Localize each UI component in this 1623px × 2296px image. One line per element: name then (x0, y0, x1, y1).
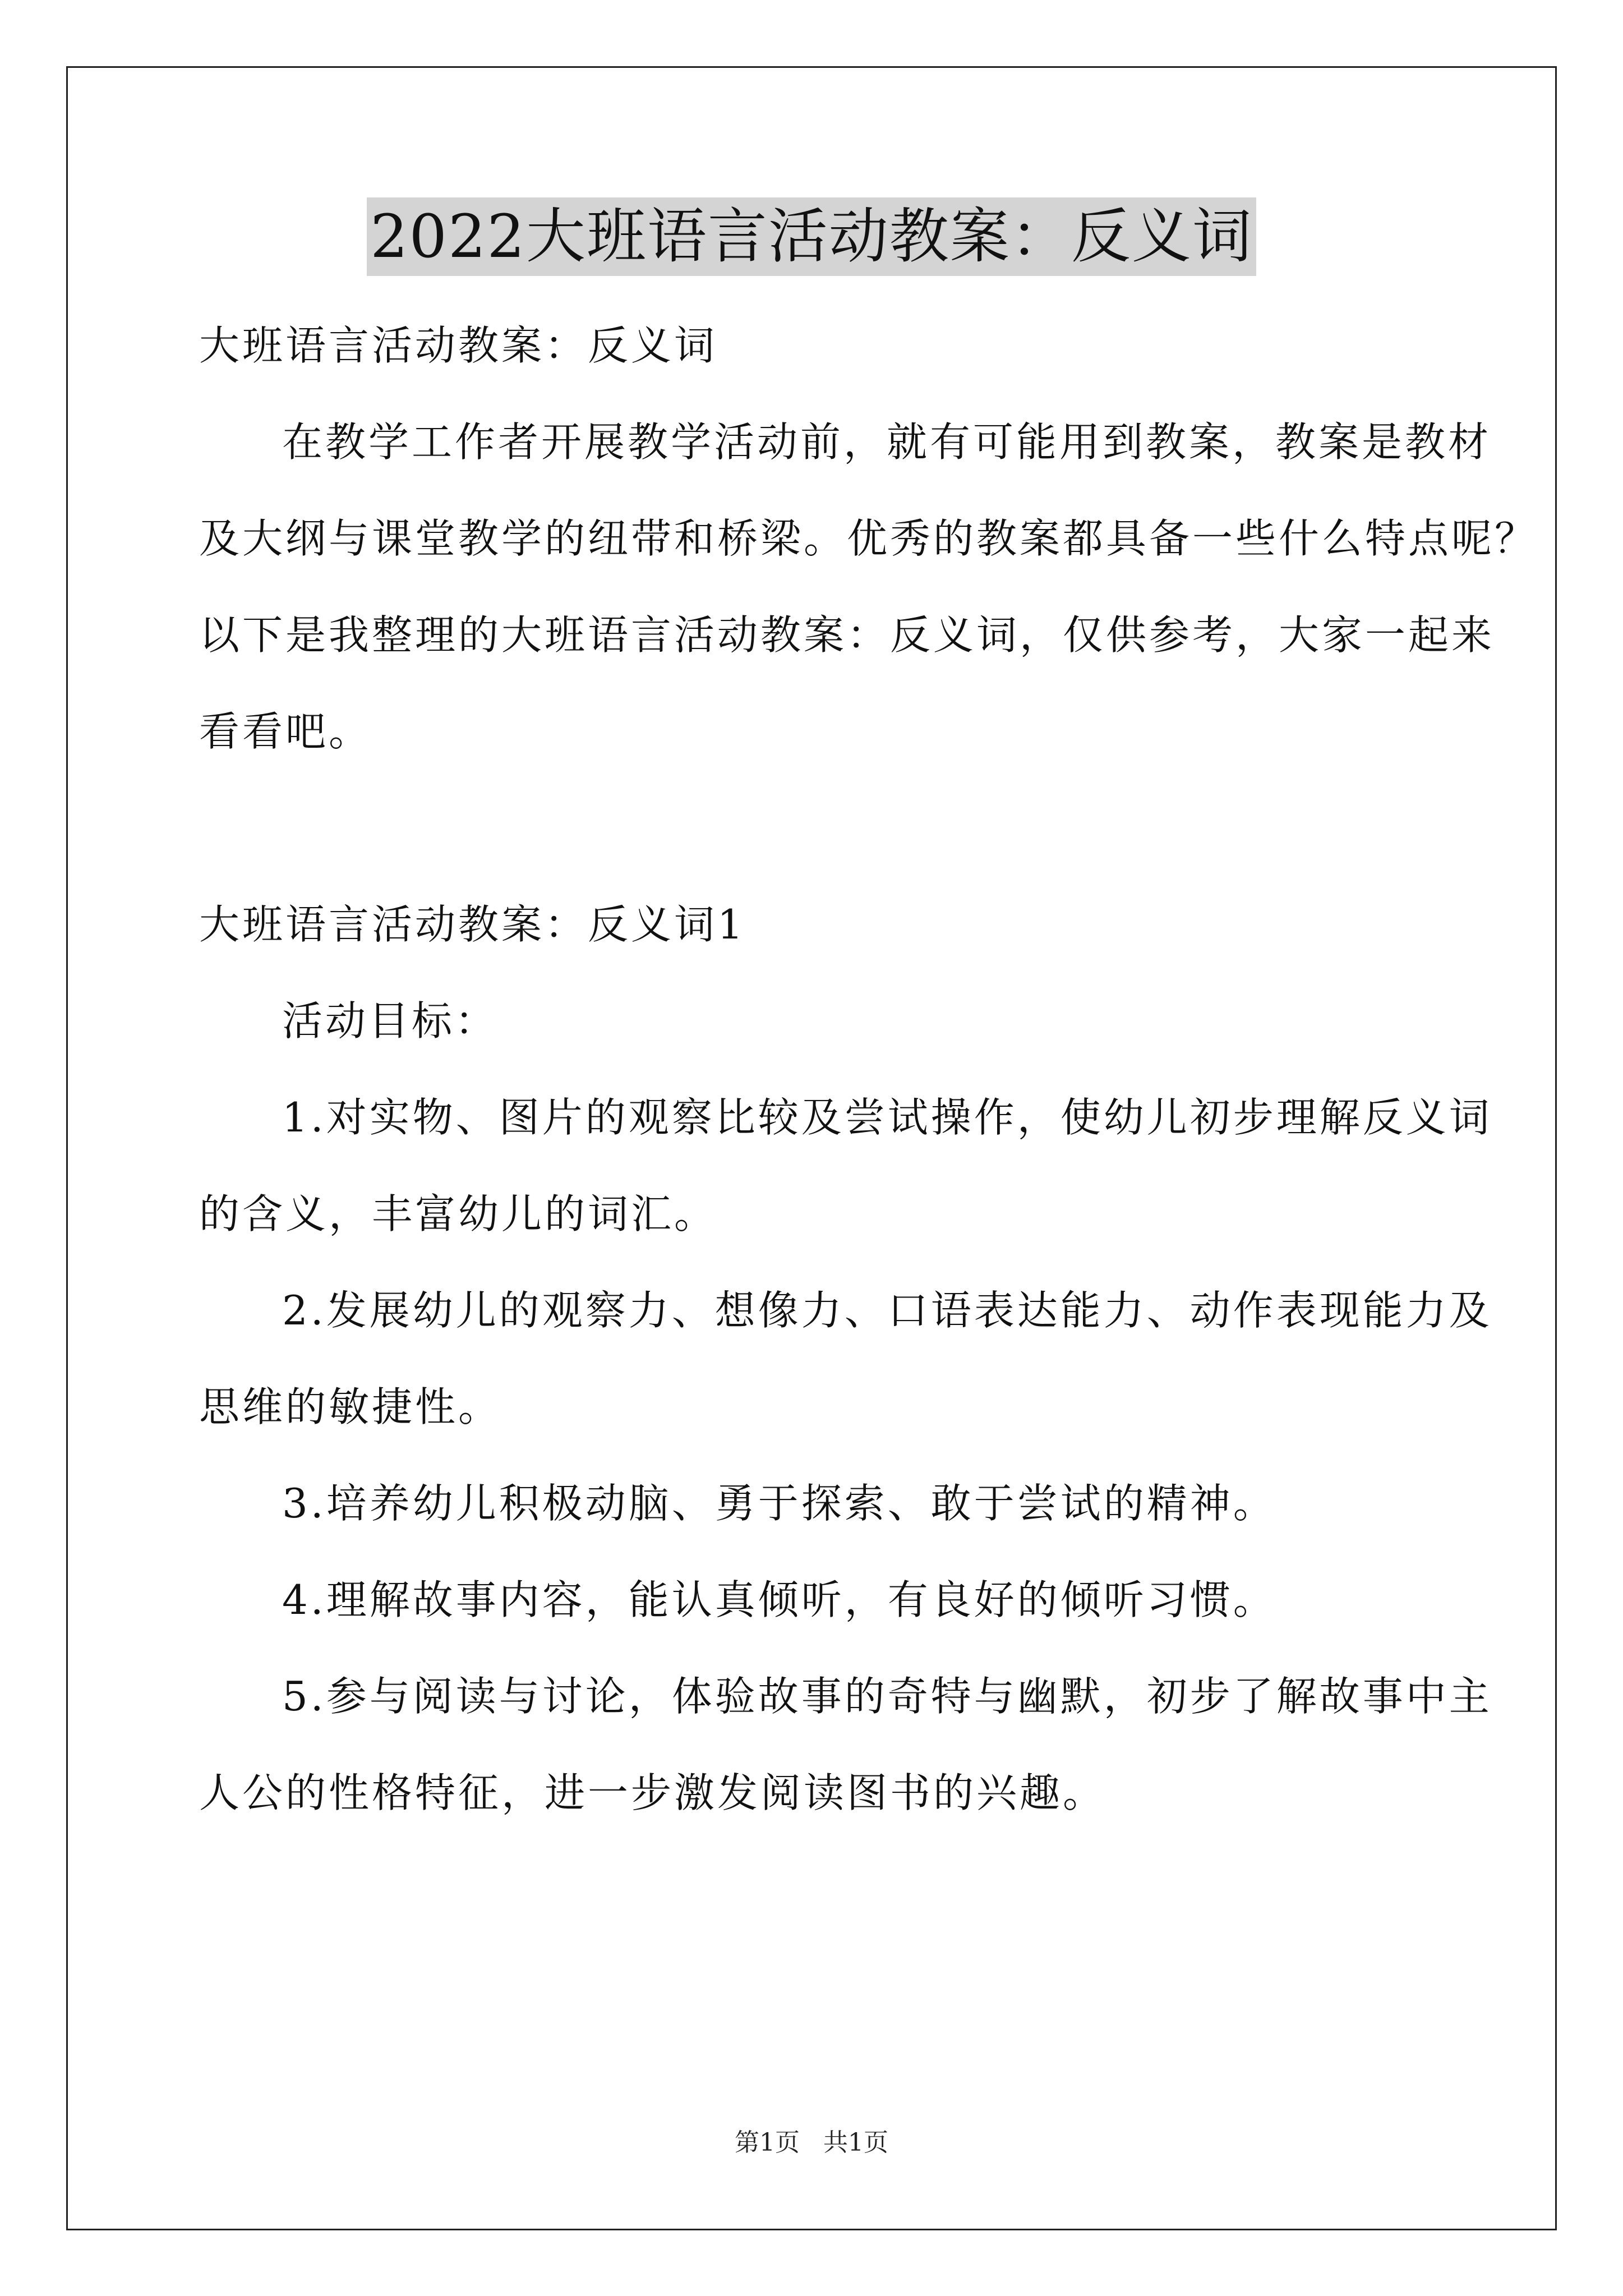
paragraph-gap (199, 780, 1441, 876)
title-container (0, 197, 1623, 276)
page-footer: 第1页 共1页 (735, 2128, 888, 2157)
document-title: 2022大班语言活动教案：反义词 (367, 197, 1256, 276)
section-heading: 大班语言活动教案：反义词1 (199, 901, 746, 948)
goal-line: 3.培养幼儿积极动脑、勇于探索、敢于尝试的精神。 (282, 1480, 1276, 1527)
goal-line: 人公的性格特征，进一步激发阅读图书的兴趣。 (199, 1769, 1106, 1816)
goal-line: 1.对实物、图片的观察比较及尝试操作，使幼儿初步理解反义词 (282, 1094, 1492, 1141)
goal-line: 5.参与阅读与讨论，体验故事的奇特与幽默，初步了解故事中主 (282, 1673, 1492, 1720)
goal-line: 的含义，丰富幼儿的词汇。 (199, 1190, 718, 1237)
goal-line: 4.理解故事内容，能认真倾听，有良好的倾听习惯。 (282, 1576, 1276, 1623)
goal-line: 2.发展幼儿的观察力、想像力、口语表达能力、动作表现能力及 (282, 1287, 1492, 1334)
goal-line: 思维的敏捷性。 (199, 1383, 502, 1430)
document-body (199, 297, 1538, 1841)
intro-line: 在教学工作者开展教学活动前，就有可能用到教案，教案是教材 (282, 418, 1492, 466)
goals-heading: 活动目标： (282, 997, 499, 1045)
subtitle: 大班语言活动教案：反义词 (199, 322, 718, 369)
intro-line: 看看吧。 (199, 708, 372, 755)
intro-line: 以下是我整理的大班语言活动教案：反义词，仅供参考，大家一起来 (199, 611, 1495, 659)
intro-line: 及大纲与课堂教学的纽带和桥梁。优秀的教案都具备一些什么特点呢？ (199, 515, 1538, 562)
